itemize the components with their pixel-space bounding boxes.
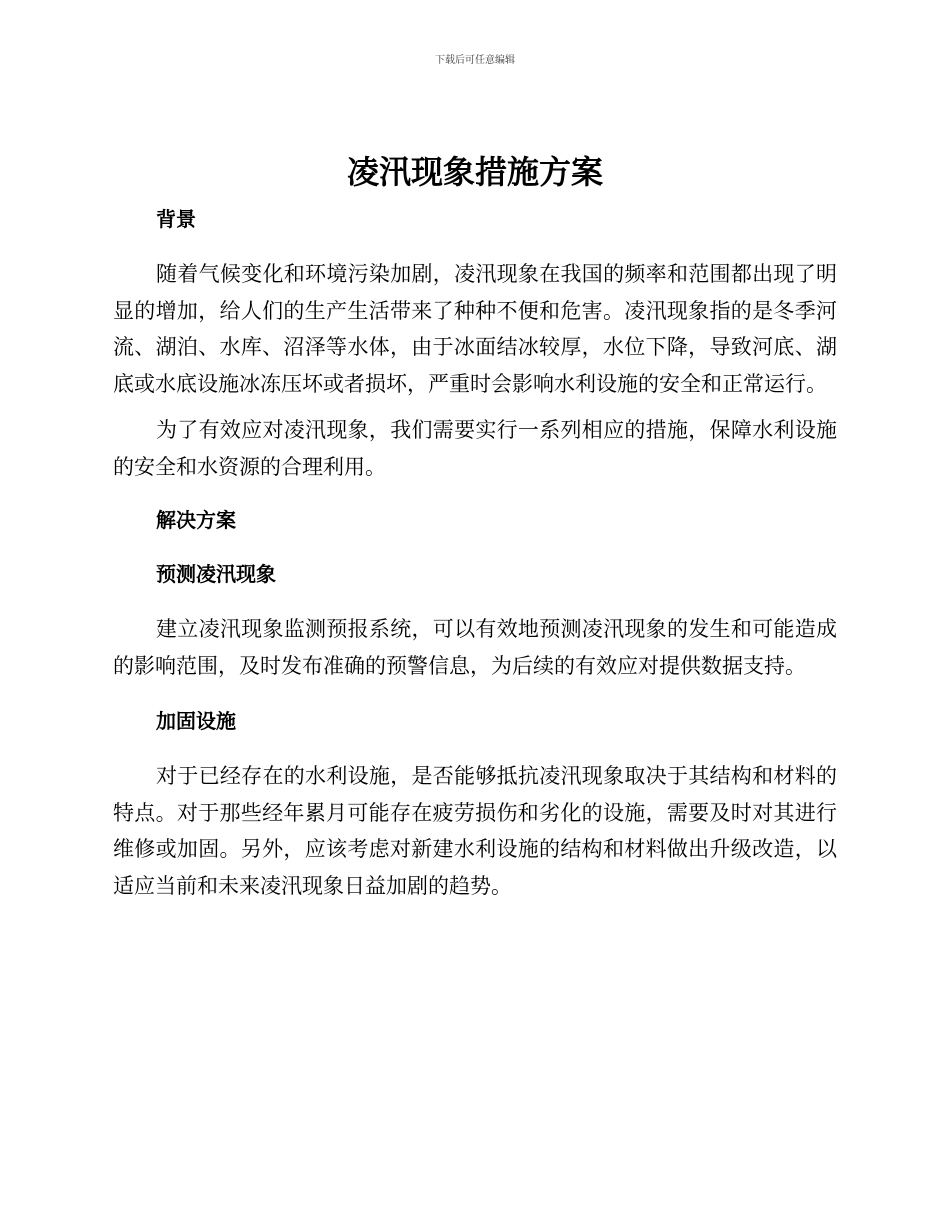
- document-body: [113, 200, 837, 904]
- section-heading-reinforce: 加固设施: [156, 709, 236, 733]
- page-header: 下载后可任意编辑: [435, 55, 515, 66]
- background-paragraph-2: 为了有效应对凌汛现象，我们需要实行一系列相应的措施，保障水利设施的安全和水资源的合理利用。: [113, 418, 837, 479]
- document-title: 凌汛现象措施方案: [346, 153, 603, 191]
- section-heading-forecast: 预测凌汛现象: [156, 562, 276, 586]
- forecast-paragraph: 建立凌汛现象监测预报系统，可以有效地预测凌汛现象的发生和可能造成的影响范围，及时发布准确的预警信息，为后续的有效应对提供数据支持。: [113, 617, 837, 678]
- reinforce-paragraph: 对于已经存在的水利设施，是否能够抵抗凌汛现象取决于其结构和材料的特点。对于那些经年累月可能存在疲劳损伤和劣化的设施，需要及时对其进行维修或加固。另外，应该考虑对新建水利设施的结构和材料做出升级改造，以适应当前和未来凌汛现象日益加剧的趋势。: [113, 764, 837, 898]
- section-heading-background: 背景: [156, 207, 196, 231]
- background-paragraph-1: 随着气候变化和环境污染加剧，凌汛现象在我国的频率和范围都出现了明显的增加，给人们的生产生活带来了种种不便和危害。凌汛现象指的是冬季河流、湖泊、水库、沼泽等水体，由于冰面结冰较厚，水位下降，导致河底、湖底或水底设施冰冻压坏或者损坏，严重时会影响水利设施的安全和正常运行。: [113, 262, 837, 396]
- section-heading-solution: 解决方案: [156, 508, 236, 532]
